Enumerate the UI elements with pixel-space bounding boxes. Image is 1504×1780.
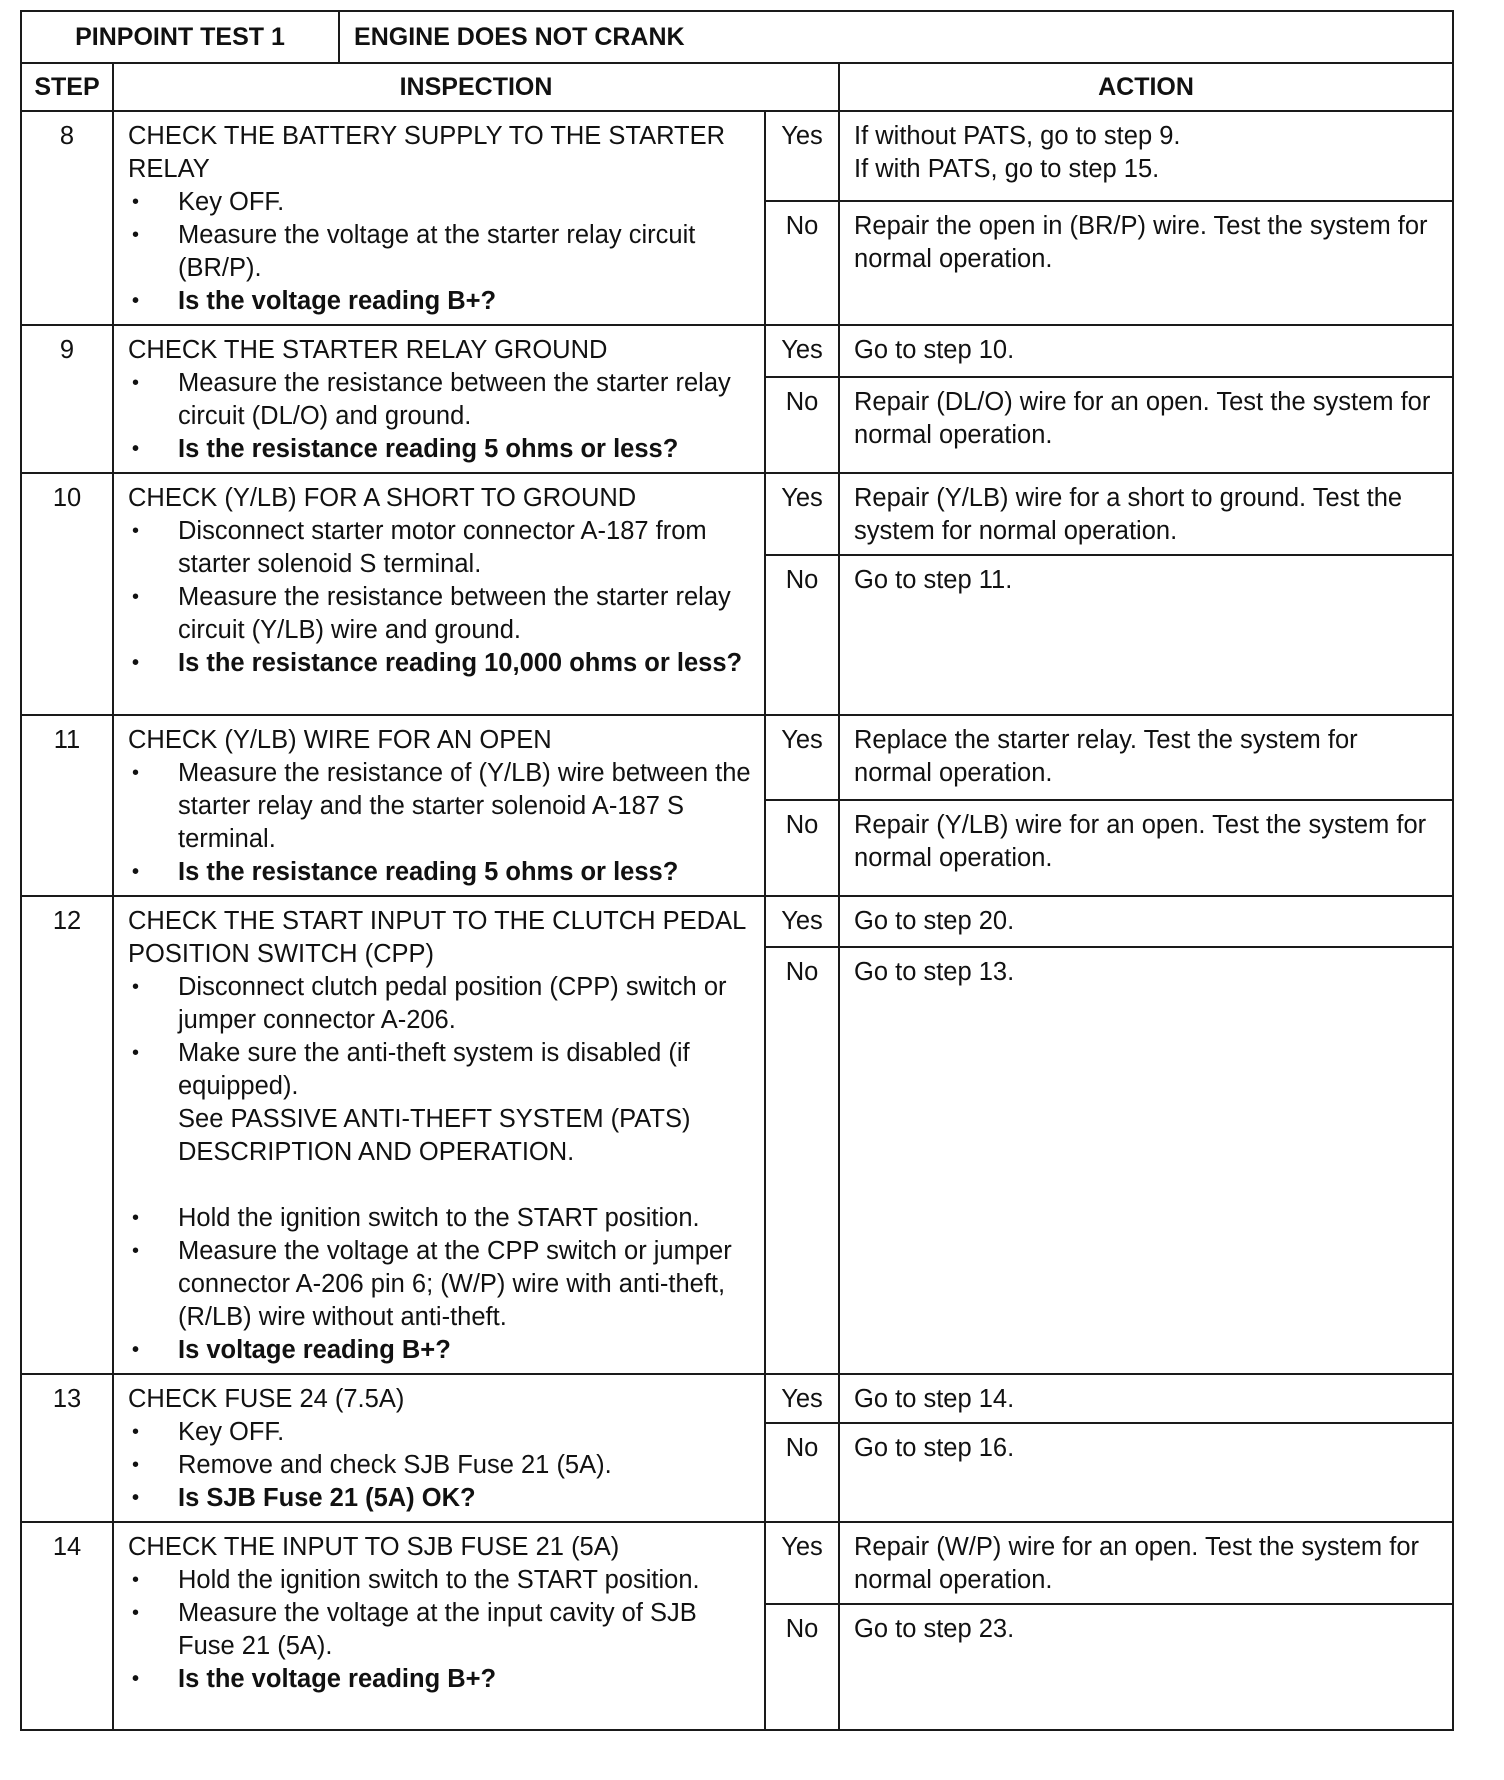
- inspection-cell: [113, 715, 765, 896]
- yes-label: Yes: [765, 1374, 839, 1423]
- no-action: Repair (Y/LB) wire for an open. Test the system for normal operation.: [839, 800, 1453, 896]
- yes-label: Yes: [765, 715, 839, 800]
- step-heading: CHECK (Y/LB) FOR A SHORT TO GROUND: [128, 484, 637, 512]
- inspection-cell: [113, 111, 765, 325]
- inspection-cell: [113, 1374, 765, 1522]
- step-item: • Measure the resistance between the starter relay circuit (DL/O) and ground.: [128, 367, 754, 433]
- no-label: No: [765, 947, 839, 1374]
- step-heading: CHECK THE INPUT TO SJB FUSE 21 (5A): [128, 1533, 620, 1561]
- step-number: 14: [21, 1522, 113, 1730]
- step-number: 12: [21, 896, 113, 1374]
- step-question: • Is the voltage reading B+?: [128, 285, 754, 318]
- step-number: 11: [21, 715, 113, 896]
- inspection-cell: [113, 325, 765, 473]
- step-item: [128, 1037, 754, 1202]
- test-id: PINPOINT TEST 1: [21, 11, 339, 63]
- step-item-note: See PASSIVE ANTI-THEFT SYSTEM (PATS) DESCRIPTION AND OPERATION.: [178, 1105, 691, 1166]
- no-label: No: [765, 800, 839, 896]
- document-page: [20, 10, 1452, 1731]
- step-item-text: • Make sure the anti-theft system is disabled (if equipped).: [178, 1039, 690, 1100]
- step-row-yes: [21, 473, 1453, 555]
- yes-label: Yes: [765, 473, 839, 555]
- no-action: Repair the open in (BR/P) wire. Test the system for normal operation.: [839, 201, 1453, 325]
- yes-label: Yes: [765, 1522, 839, 1604]
- step-item: • Measure the resistance of (Y/LB) wire between the starter relay and the starter solenoid A-187 S terminal.: [128, 757, 754, 856]
- step-column-header: STEP: [21, 63, 113, 111]
- inspection-cell: [113, 473, 765, 715]
- yes-label: Yes: [765, 896, 839, 947]
- yes-action: Repair (W/P) wire for an open. Test the system for normal operation.: [839, 1522, 1453, 1604]
- no-label: No: [765, 201, 839, 325]
- yes-action: Replace the starter relay. Test the system for normal operation.: [839, 715, 1453, 800]
- step-items: [128, 186, 754, 318]
- step-item: • Key OFF.: [128, 1416, 754, 1449]
- step-items: [128, 367, 754, 466]
- step-question: • Is the resistance reading 5 ohms or less?: [128, 433, 754, 466]
- step-row-yes: [21, 111, 1453, 201]
- no-action: Go to step 16.: [839, 1423, 1453, 1522]
- step-question: • Is voltage reading B+?: [128, 1334, 754, 1367]
- title-row: [21, 11, 1453, 63]
- no-action: Go to step 23.: [839, 1604, 1453, 1730]
- step-item: • Measure the voltage at the CPP switch or jumper connector A-206 pin 6; (W/P) wire with anti-theft, (R/LB) wire without anti-theft.: [128, 1235, 754, 1334]
- no-label: No: [765, 1604, 839, 1730]
- step-number: 8: [21, 111, 113, 325]
- step-row-yes: [21, 325, 1453, 377]
- step-number: 13: [21, 1374, 113, 1522]
- yes-action: [839, 111, 1453, 201]
- step-row-yes: [21, 896, 1453, 947]
- step-items: [128, 757, 754, 889]
- step-heading: CHECK (Y/LB) WIRE FOR AN OPEN: [128, 726, 552, 754]
- step-items: [128, 515, 754, 680]
- yes-action-line: If without PATS, go to step 9.: [854, 122, 1181, 150]
- no-action: Go to step 13.: [839, 947, 1453, 1374]
- step-row-yes: [21, 715, 1453, 800]
- yes-action: Repair (Y/LB) wire for a short to ground. Test the system for normal operation.: [839, 473, 1453, 555]
- step-number: 10: [21, 473, 113, 715]
- step-items: [128, 1564, 754, 1696]
- no-label: No: [765, 555, 839, 715]
- step-question: • Is SJB Fuse 21 (5A) OK?: [128, 1482, 754, 1515]
- step-heading: CHECK THE START INPUT TO THE CLUTCH PEDAL POSITION SWITCH (CPP): [128, 907, 746, 968]
- step-row-yes: [21, 1522, 1453, 1604]
- step-item: • Hold the ignition switch to the START position.: [128, 1202, 754, 1235]
- step-question: • Is the resistance reading 10,000 ohms or less?: [128, 647, 754, 680]
- step-item: • Measure the resistance between the starter relay circuit (Y/LB) wire and ground.: [128, 581, 754, 647]
- yes-action: Go to step 14.: [839, 1374, 1453, 1423]
- no-label: No: [765, 377, 839, 473]
- test-name: ENGINE DOES NOT CRANK: [339, 11, 1453, 63]
- no-action: Repair (DL/O) wire for an open. Test the system for normal operation.: [839, 377, 1453, 473]
- step-items: [128, 971, 754, 1367]
- step-item: • Measure the voltage at the starter relay circuit (BR/P).: [128, 219, 754, 285]
- yes-label: Yes: [765, 111, 839, 201]
- yes-action-line: If with PATS, go to step 15.: [854, 155, 1160, 183]
- step-item: • Measure the voltage at the input cavity of SJB Fuse 21 (5A).: [128, 1597, 754, 1663]
- step-item: • Key OFF.: [128, 186, 754, 219]
- yes-action: Go to step 10.: [839, 325, 1453, 377]
- yes-action: Go to step 20.: [839, 896, 1453, 947]
- step-question: • Is the voltage reading B+?: [128, 1663, 754, 1696]
- step-heading: CHECK FUSE 24 (7.5A): [128, 1385, 405, 1413]
- step-number: 9: [21, 325, 113, 473]
- step-item: • Remove and check SJB Fuse 21 (5A).: [128, 1449, 754, 1482]
- step-row-yes: [21, 1374, 1453, 1423]
- step-item: • Disconnect clutch pedal position (CPP) switch or jumper connector A-206.: [128, 971, 754, 1037]
- inspection-cell: [113, 1522, 765, 1730]
- step-item: • Disconnect starter motor connector A-187 from starter solenoid S terminal.: [128, 515, 754, 581]
- step-items: [128, 1416, 754, 1515]
- column-header-row: [21, 63, 1453, 111]
- inspection-cell: [113, 896, 765, 1374]
- step-item: • Hold the ignition switch to the START position.: [128, 1564, 754, 1597]
- step-heading: CHECK THE BATTERY SUPPLY TO THE STARTER RELAY: [128, 122, 726, 183]
- step-question: • Is the resistance reading 5 ohms or less?: [128, 856, 754, 889]
- no-label: No: [765, 1423, 839, 1522]
- step-heading: CHECK THE STARTER RELAY GROUND: [128, 336, 608, 364]
- spacer: [178, 1169, 754, 1202]
- inspection-column-header: INSPECTION: [113, 63, 839, 111]
- action-column-header: ACTION: [839, 63, 1453, 111]
- pinpoint-test-table: [20, 10, 1454, 1731]
- yes-label: Yes: [765, 325, 839, 377]
- no-action: Go to step 11.: [839, 555, 1453, 715]
